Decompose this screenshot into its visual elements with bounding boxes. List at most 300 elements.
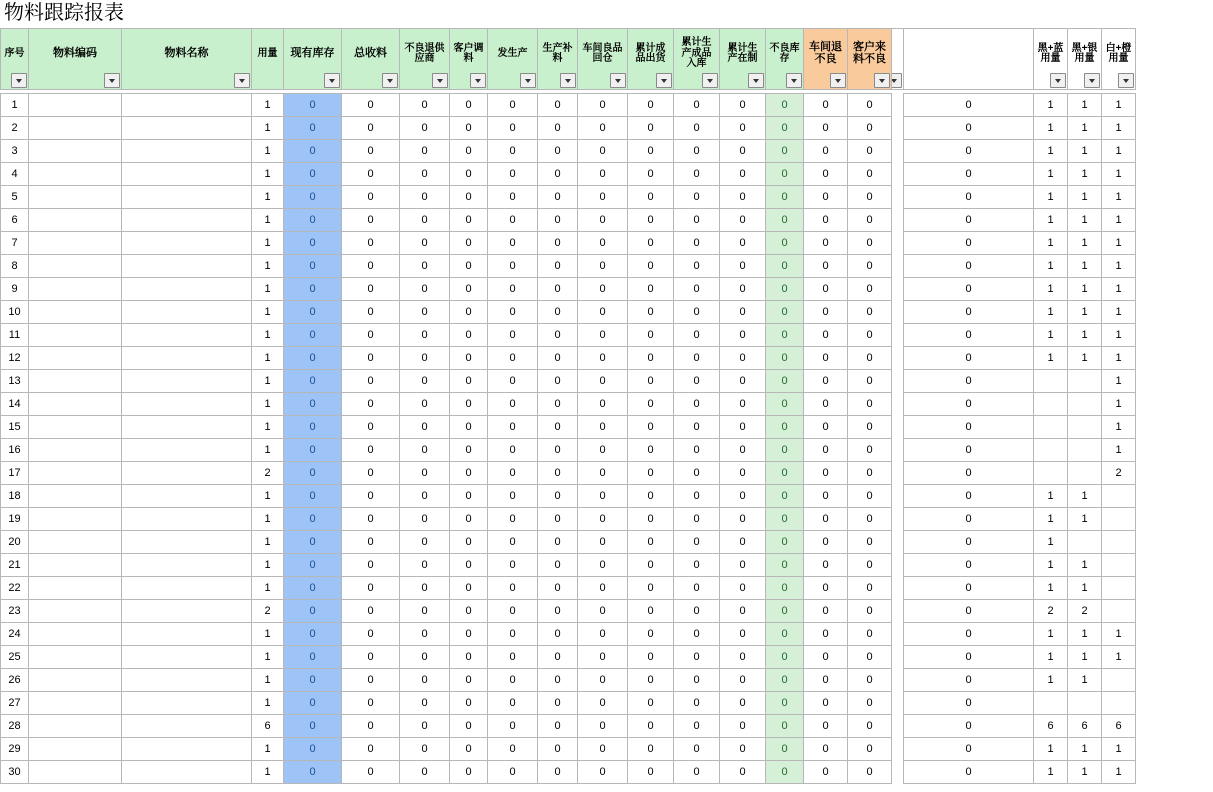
cell-g_blacksilver[interactable]: 1 [1068,117,1102,140]
cell-workshop_defect[interactable]: 0 [804,140,848,163]
cell-g_sum[interactable]: 0 [904,715,1034,738]
cell-cum_fg_out[interactable]: 0 [628,761,674,784]
cell-g_whiteorange[interactable]: 1 [1102,163,1136,186]
cell-seq[interactable]: 10 [1,301,29,324]
cell-g_blacksilver[interactable]: 1 [1068,278,1102,301]
cell-g_blacksilver[interactable]: 1 [1068,186,1102,209]
cell-return_supplier[interactable]: 0 [400,186,450,209]
cell-g_blackblue[interactable]: 1 [1034,140,1068,163]
cell-qty[interactable]: 1 [252,186,284,209]
cell-customer_adjust[interactable]: 0 [450,94,488,117]
cell-cum_wip[interactable]: 0 [720,416,766,439]
cell-received[interactable]: 0 [342,508,400,531]
cell-issue_prod[interactable]: 0 [488,324,538,347]
cell-g_blacksilver[interactable]: 1 [1068,163,1102,186]
cell-prod_supply[interactable]: 0 [538,255,578,278]
column-header-issue_prod[interactable] [488,29,538,90]
cell-issue_prod[interactable]: 0 [488,94,538,117]
filter-dropdown-icon-cum_fg_in[interactable] [702,73,718,88]
cell-g_whiteorange[interactable] [1102,531,1136,554]
filter-dropdown-icon-cum_fg_out[interactable] [656,73,672,88]
cell-workshop_good_return[interactable]: 0 [578,577,628,600]
cell-qty[interactable]: 2 [252,600,284,623]
table-row[interactable] [1,577,1136,600]
cell-qty[interactable]: 6 [252,715,284,738]
cell-cum_wip[interactable]: 0 [720,508,766,531]
cell-workshop_defect[interactable]: 0 [804,163,848,186]
cell-name[interactable] [122,715,252,738]
cell-workshop_good_return[interactable]: 0 [578,416,628,439]
cell-stock[interactable]: 0 [284,278,342,301]
cell-return_supplier[interactable]: 0 [400,163,450,186]
cell-received[interactable]: 0 [342,462,400,485]
cell-workshop_defect[interactable]: 0 [804,508,848,531]
cell-g_whiteorange[interactable]: 6 [1102,715,1136,738]
cell-issue_prod[interactable]: 0 [488,692,538,715]
cell-defect_stock[interactable]: 0 [766,301,804,324]
cell-cum_wip[interactable]: 0 [720,715,766,738]
cell-cum_fg_out[interactable]: 0 [628,324,674,347]
cell-return_supplier[interactable]: 0 [400,347,450,370]
column-header-code[interactable] [29,29,122,90]
cell-customer_adjust[interactable]: 0 [450,209,488,232]
cell-seq[interactable]: 16 [1,439,29,462]
cell-prod_supply[interactable]: 0 [538,301,578,324]
cell-customer_adjust[interactable]: 0 [450,347,488,370]
cell-prod_supply[interactable]: 0 [538,692,578,715]
cell-cum_fg_in[interactable]: 0 [674,140,720,163]
cell-customer_adjust[interactable]: 0 [450,163,488,186]
cell-qty[interactable]: 1 [252,140,284,163]
table-row[interactable] [1,508,1136,531]
cell-stock[interactable]: 0 [284,669,342,692]
cell-received[interactable]: 0 [342,416,400,439]
cell-stock[interactable]: 0 [284,692,342,715]
cell-customer_adjust[interactable]: 0 [450,692,488,715]
table-row[interactable] [1,692,1136,715]
cell-g_sum[interactable]: 0 [904,163,1034,186]
cell-g_blackblue[interactable] [1034,439,1068,462]
cell-customer_adjust[interactable]: 0 [450,508,488,531]
table-row[interactable] [1,531,1136,554]
cell-stock[interactable]: 0 [284,531,342,554]
cell-customer_defect[interactable]: 0 [848,623,892,646]
cell-received[interactable]: 0 [342,531,400,554]
cell-g_sum[interactable]: 0 [904,692,1034,715]
cell-name[interactable] [122,416,252,439]
cell-stock[interactable]: 0 [284,761,342,784]
cell-code[interactable] [29,646,122,669]
cell-return_supplier[interactable]: 0 [400,301,450,324]
cell-cum_fg_out[interactable]: 0 [628,347,674,370]
table-row[interactable] [1,232,1136,255]
cell-g_blacksilver[interactable]: 1 [1068,508,1102,531]
filter-dropdown-icon-seq[interactable] [11,73,27,88]
cell-cum_fg_out[interactable]: 0 [628,600,674,623]
cell-customer_defect[interactable]: 0 [848,163,892,186]
cell-g_blackblue[interactable]: 1 [1034,669,1068,692]
cell-cum_fg_out[interactable]: 0 [628,278,674,301]
cell-customer_defect[interactable]: 0 [848,393,892,416]
cell-g_blacksilver[interactable]: 1 [1068,301,1102,324]
cell-issue_prod[interactable]: 0 [488,715,538,738]
cell-g_blackblue[interactable]: 1 [1034,232,1068,255]
cell-workshop_defect[interactable]: 0 [804,600,848,623]
cell-cum_fg_in[interactable]: 0 [674,761,720,784]
cell-return_supplier[interactable]: 0 [400,554,450,577]
cell-cum_fg_out[interactable]: 0 [628,577,674,600]
column-header-cum_fg_in[interactable] [674,29,720,90]
cell-g_whiteorange[interactable]: 1 [1102,393,1136,416]
cell-customer_adjust[interactable]: 0 [450,370,488,393]
cell-customer_defect[interactable]: 0 [848,692,892,715]
cell-prod_supply[interactable]: 0 [538,462,578,485]
cell-defect_stock[interactable]: 0 [766,186,804,209]
cell-issue_prod[interactable]: 0 [488,669,538,692]
cell-code[interactable] [29,531,122,554]
cell-issue_prod[interactable]: 0 [488,646,538,669]
cell-g_blacksilver[interactable] [1068,692,1102,715]
column-header-customer_adjust[interactable] [450,29,488,90]
column-header-g_whiteorange[interactable] [1102,29,1136,90]
cell-return_supplier[interactable]: 0 [400,370,450,393]
column-header-return_supplier[interactable] [400,29,450,90]
column-header-customer_defect[interactable] [848,29,892,90]
cell-prod_supply[interactable]: 0 [538,761,578,784]
cell-cum_fg_in[interactable]: 0 [674,209,720,232]
cell-return_supplier[interactable]: 0 [400,232,450,255]
cell-workshop_defect[interactable]: 0 [804,186,848,209]
cell-qty[interactable]: 1 [252,692,284,715]
cell-customer_defect[interactable]: 0 [848,738,892,761]
cell-workshop_good_return[interactable]: 0 [578,163,628,186]
cell-g_whiteorange[interactable] [1102,692,1136,715]
cell-g_whiteorange[interactable]: 1 [1102,738,1136,761]
cell-workshop_defect[interactable]: 0 [804,232,848,255]
cell-g_blacksilver[interactable]: 1 [1068,669,1102,692]
cell-code[interactable] [29,554,122,577]
cell-g_sum[interactable]: 0 [904,416,1034,439]
cell-g_blackblue[interactable]: 1 [1034,531,1068,554]
cell-customer_adjust[interactable]: 0 [450,600,488,623]
table-row[interactable] [1,117,1136,140]
cell-cum_fg_out[interactable]: 0 [628,462,674,485]
table-row[interactable] [1,623,1136,646]
cell-prod_supply[interactable]: 0 [538,508,578,531]
filter-dropdown-icon-g_whiteorange[interactable] [1118,73,1134,88]
cell-code[interactable] [29,462,122,485]
cell-defect_stock[interactable]: 0 [766,554,804,577]
cell-customer_defect[interactable]: 0 [848,646,892,669]
cell-seq[interactable]: 21 [1,554,29,577]
cell-workshop_good_return[interactable]: 0 [578,439,628,462]
cell-g_whiteorange[interactable]: 1 [1102,439,1136,462]
cell-code[interactable] [29,255,122,278]
cell-prod_supply[interactable]: 0 [538,370,578,393]
cell-g_whiteorange[interactable]: 1 [1102,94,1136,117]
column-header-cum_fg_out[interactable] [628,29,674,90]
cell-name[interactable] [122,347,252,370]
cell-customer_defect[interactable]: 0 [848,209,892,232]
cell-g_blackblue[interactable]: 1 [1034,301,1068,324]
cell-return_supplier[interactable]: 0 [400,623,450,646]
cell-g_blacksilver[interactable]: 1 [1068,347,1102,370]
cell-customer_adjust[interactable]: 0 [450,416,488,439]
cell-workshop_defect[interactable]: 0 [804,692,848,715]
cell-workshop_good_return[interactable]: 0 [578,600,628,623]
cell-return_supplier[interactable]: 0 [400,462,450,485]
cell-customer_adjust[interactable]: 0 [450,715,488,738]
cell-code[interactable] [29,393,122,416]
cell-cum_fg_out[interactable]: 0 [628,485,674,508]
cell-name[interactable] [122,324,252,347]
cell-name[interactable] [122,600,252,623]
cell-defect_stock[interactable]: 0 [766,462,804,485]
cell-cum_fg_out[interactable]: 0 [628,623,674,646]
cell-workshop_defect[interactable]: 0 [804,761,848,784]
cell-qty[interactable]: 1 [252,255,284,278]
cell-workshop_defect[interactable]: 0 [804,301,848,324]
cell-customer_defect[interactable]: 0 [848,508,892,531]
cell-return_supplier[interactable]: 0 [400,485,450,508]
cell-defect_stock[interactable]: 0 [766,439,804,462]
table-row[interactable] [1,485,1136,508]
cell-code[interactable] [29,324,122,347]
cell-code[interactable] [29,232,122,255]
cell-code[interactable] [29,577,122,600]
cell-workshop_good_return[interactable]: 0 [578,531,628,554]
cell-stock[interactable]: 0 [284,347,342,370]
cell-qty[interactable]: 1 [252,669,284,692]
cell-customer_defect[interactable]: 0 [848,370,892,393]
cell-customer_defect[interactable]: 0 [848,669,892,692]
cell-g_blacksilver[interactable]: 1 [1068,577,1102,600]
table-row[interactable] [1,255,1136,278]
cell-g_blacksilver[interactable] [1068,370,1102,393]
cell-cum_fg_in[interactable]: 0 [674,117,720,140]
cell-code[interactable] [29,163,122,186]
cell-return_supplier[interactable]: 0 [400,117,450,140]
cell-workshop_good_return[interactable]: 0 [578,232,628,255]
cell-cum_fg_in[interactable]: 0 [674,508,720,531]
cell-g_sum[interactable]: 0 [904,347,1034,370]
cell-qty[interactable]: 1 [252,370,284,393]
cell-customer_defect[interactable]: 0 [848,94,892,117]
cell-qty[interactable]: 1 [252,577,284,600]
cell-code[interactable] [29,508,122,531]
cell-workshop_defect[interactable]: 0 [804,554,848,577]
cell-cum_fg_out[interactable]: 0 [628,163,674,186]
cell-g_whiteorange[interactable]: 1 [1102,324,1136,347]
table-row[interactable] [1,462,1136,485]
cell-seq[interactable]: 27 [1,692,29,715]
cell-customer_defect[interactable]: 0 [848,186,892,209]
cell-name[interactable] [122,485,252,508]
cell-workshop_defect[interactable]: 0 [804,485,848,508]
cell-cum_fg_in[interactable]: 0 [674,738,720,761]
cell-seq[interactable]: 9 [1,278,29,301]
cell-customer_defect[interactable]: 0 [848,117,892,140]
cell-g_whiteorange[interactable]: 1 [1102,278,1136,301]
cell-customer_defect[interactable]: 0 [848,462,892,485]
cell-g_sum[interactable]: 0 [904,140,1034,163]
cell-issue_prod[interactable]: 0 [488,738,538,761]
cell-received[interactable]: 0 [342,186,400,209]
cell-stock[interactable]: 0 [284,554,342,577]
table-row[interactable] [1,370,1136,393]
cell-customer_defect[interactable]: 0 [848,439,892,462]
cell-customer_adjust[interactable]: 0 [450,393,488,416]
cell-seq[interactable]: 13 [1,370,29,393]
cell-cum_fg_in[interactable]: 0 [674,255,720,278]
filter-dropdown-icon-return_supplier[interactable] [432,73,448,88]
cell-stock[interactable]: 0 [284,600,342,623]
cell-defect_stock[interactable]: 0 [766,646,804,669]
cell-prod_supply[interactable]: 0 [538,324,578,347]
cell-received[interactable]: 0 [342,738,400,761]
cell-g_whiteorange[interactable]: 1 [1102,370,1136,393]
cell-issue_prod[interactable]: 0 [488,462,538,485]
cell-cum_fg_out[interactable]: 0 [628,209,674,232]
cell-cum_wip[interactable]: 0 [720,186,766,209]
cell-g_sum[interactable]: 0 [904,531,1034,554]
cell-g_blackblue[interactable]: 1 [1034,94,1068,117]
cell-cum_fg_out[interactable]: 0 [628,301,674,324]
cell-cum_fg_in[interactable]: 0 [674,439,720,462]
cell-return_supplier[interactable]: 0 [400,715,450,738]
cell-workshop_defect[interactable]: 0 [804,347,848,370]
cell-received[interactable]: 0 [342,761,400,784]
cell-defect_stock[interactable]: 0 [766,692,804,715]
column-header-defect_stock[interactable] [766,29,804,90]
cell-customer_adjust[interactable]: 0 [450,623,488,646]
cell-workshop_defect[interactable]: 0 [804,531,848,554]
cell-received[interactable]: 0 [342,301,400,324]
cell-defect_stock[interactable]: 0 [766,738,804,761]
cell-customer_adjust[interactable]: 0 [450,278,488,301]
cell-name[interactable] [122,186,252,209]
cell-g_whiteorange[interactable]: 1 [1102,761,1136,784]
cell-name[interactable] [122,209,252,232]
cell-workshop_defect[interactable]: 0 [804,646,848,669]
cell-g_sum[interactable]: 0 [904,370,1034,393]
cell-g_sum[interactable]: 0 [904,485,1034,508]
cell-stock[interactable]: 0 [284,439,342,462]
filter-dropdown-icon-customer_adjust[interactable] [470,73,486,88]
cell-customer_adjust[interactable]: 0 [450,577,488,600]
cell-code[interactable] [29,186,122,209]
cell-prod_supply[interactable]: 0 [538,439,578,462]
cell-workshop_good_return[interactable]: 0 [578,117,628,140]
cell-cum_wip[interactable]: 0 [720,761,766,784]
cell-cum_fg_in[interactable]: 0 [674,600,720,623]
cell-prod_supply[interactable]: 0 [538,163,578,186]
cell-cum_fg_out[interactable]: 0 [628,738,674,761]
cell-code[interactable] [29,439,122,462]
cell-name[interactable] [122,117,252,140]
cell-customer_defect[interactable]: 0 [848,531,892,554]
table-row[interactable] [1,715,1136,738]
cell-g_sum[interactable]: 0 [904,508,1034,531]
table-row[interactable] [1,393,1136,416]
cell-customer_defect[interactable]: 0 [848,140,892,163]
cell-g_blacksilver[interactable]: 1 [1068,554,1102,577]
cell-g_whiteorange[interactable] [1102,554,1136,577]
cell-g_whiteorange[interactable]: 1 [1102,186,1136,209]
cell-cum_wip[interactable]: 0 [720,646,766,669]
cell-cum_fg_in[interactable]: 0 [674,715,720,738]
cell-g_whiteorange[interactable]: 1 [1102,232,1136,255]
cell-defect_stock[interactable]: 0 [766,140,804,163]
cell-customer_defect[interactable]: 0 [848,554,892,577]
cell-seq[interactable]: 28 [1,715,29,738]
cell-received[interactable]: 0 [342,324,400,347]
cell-g_whiteorange[interactable]: 1 [1102,301,1136,324]
cell-cum_wip[interactable]: 0 [720,577,766,600]
table-row[interactable] [1,600,1136,623]
cell-g_blackblue[interactable]: 1 [1034,577,1068,600]
cell-code[interactable] [29,301,122,324]
cell-code[interactable] [29,485,122,508]
cell-cum_fg_out[interactable]: 0 [628,186,674,209]
cell-prod_supply[interactable]: 0 [538,600,578,623]
cell-g_whiteorange[interactable]: 1 [1102,347,1136,370]
cell-code[interactable] [29,715,122,738]
cell-workshop_good_return[interactable]: 0 [578,255,628,278]
cell-g_sum[interactable]: 0 [904,117,1034,140]
cell-prod_supply[interactable]: 0 [538,646,578,669]
filter-dropdown-icon-code[interactable] [104,73,120,88]
cell-customer_defect[interactable]: 0 [848,347,892,370]
cell-prod_supply[interactable]: 0 [538,347,578,370]
cell-name[interactable] [122,94,252,117]
cell-name[interactable] [122,761,252,784]
cell-name[interactable] [122,255,252,278]
cell-workshop_good_return[interactable]: 0 [578,209,628,232]
cell-workshop_defect[interactable]: 0 [804,393,848,416]
cell-g_sum[interactable]: 0 [904,301,1034,324]
cell-g_blackblue[interactable]: 1 [1034,646,1068,669]
column-header-g_sum[interactable] [904,29,1034,90]
cell-defect_stock[interactable]: 0 [766,255,804,278]
cell-code[interactable] [29,738,122,761]
cell-seq[interactable]: 2 [1,117,29,140]
cell-cum_fg_in[interactable]: 0 [674,531,720,554]
cell-received[interactable]: 0 [342,393,400,416]
cell-defect_stock[interactable]: 0 [766,416,804,439]
cell-defect_stock[interactable]: 0 [766,623,804,646]
table-row[interactable] [1,278,1136,301]
cell-customer_adjust[interactable]: 0 [450,462,488,485]
cell-name[interactable] [122,554,252,577]
cell-customer_defect[interactable]: 0 [848,715,892,738]
cell-cum_fg_in[interactable]: 0 [674,278,720,301]
cell-issue_prod[interactable]: 0 [488,255,538,278]
cell-qty[interactable]: 1 [252,738,284,761]
cell-g_blacksilver[interactable]: 1 [1068,623,1102,646]
cell-defect_stock[interactable]: 0 [766,117,804,140]
cell-workshop_good_return[interactable]: 0 [578,462,628,485]
cell-workshop_defect[interactable]: 0 [804,738,848,761]
cell-received[interactable]: 0 [342,278,400,301]
cell-return_supplier[interactable]: 0 [400,531,450,554]
cell-workshop_defect[interactable]: 0 [804,669,848,692]
filter-dropdown-icon-workshop_defect[interactable] [830,73,846,88]
cell-issue_prod[interactable]: 0 [488,347,538,370]
cell-qty[interactable]: 1 [252,646,284,669]
cell-g_blackblue[interactable]: 1 [1034,209,1068,232]
cell-cum_wip[interactable]: 0 [720,531,766,554]
